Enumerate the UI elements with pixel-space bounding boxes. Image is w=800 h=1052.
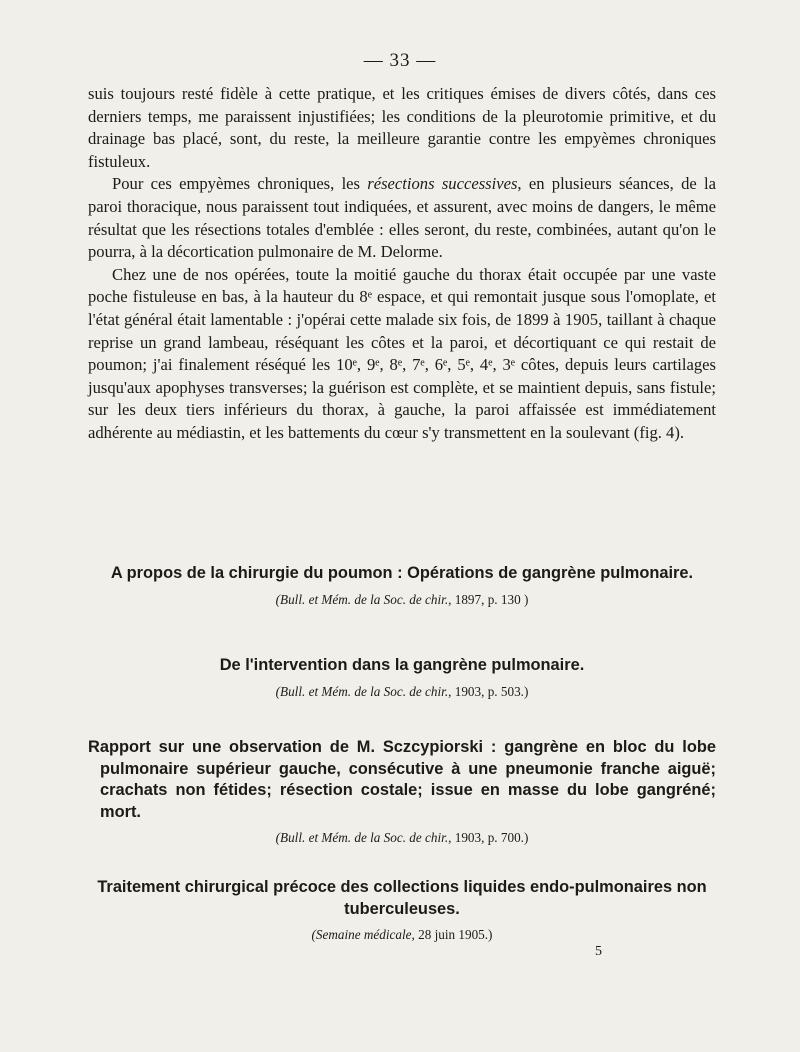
page-number: — 33 — (363, 50, 437, 71)
paragraph-text: suis toujours resté fidèle à cette pratique, et les critiques émises de divers côtés, dans ces derniers temps, me paraissent injustifiées; les conditions de la pleurotomie primitive, et du drainage bas placé, sont, du reste, la meilleure garantie contre les empyèmes chroniques fistuleux. (88, 84, 716, 171)
reference-details: 28 juin 1905.) (414, 927, 493, 942)
paragraph (88, 264, 716, 445)
entry-reference (88, 684, 716, 700)
reference-journal: (Bull. et Mém. de la Soc. de chir. (275, 683, 449, 699)
entry-title: A propos de la chirurgie du poumon : Opérations de gangrène pulmonaire. (110, 564, 694, 582)
paragraph-text: Pour ces empyèmes chroniques, les (112, 174, 368, 194)
signature-mark: 5 (595, 944, 602, 959)
paragraph (88, 83, 716, 173)
bibliography-entry (88, 877, 716, 943)
body-text (88, 83, 716, 445)
paragraph (88, 173, 716, 263)
paragraph-emphasis: résections successives (367, 174, 518, 194)
reference-journal: (Bull. et Mém. de la Soc. de chir. (275, 591, 449, 607)
paragraph-text: , en plusieurs séances, de la paroi thoracique, nous paraissent tout indiquées, et assurent, avec moins de dangers, le même résultat que les résections totales d'emblée : elles seront, du reste, combinées, autant qu'on le pourra, à la décortication pulmonaire de M. Delorme. (88, 174, 716, 262)
entry-title: Rapport sur une observation de M. Sczcypiorski : gangrène en bloc du lobe pulmonaire supérieur gauche, consécutive à une pneumonie franche aiguë; crachats non fétides; résection costale; issue en masse du lobe gangréné; mort. (88, 738, 716, 821)
entry-title: De l'intervention dans la gangrène pulmonaire. (219, 656, 585, 674)
bibliography-entry (88, 655, 716, 700)
entry-reference (88, 592, 716, 608)
reference-details: , 1897, p. 130 ) (448, 591, 529, 607)
reference-journal: (Semaine médicale, (311, 927, 415, 942)
entry-reference (88, 927, 716, 943)
reference-journal: (Bull. et Mém. de la Soc. de chir. (275, 830, 449, 845)
entry-title: Traitement chirurgical précoce des collections liquides endo-pulmonaires non tuberculeuses. (97, 878, 707, 918)
bibliography-entry (88, 737, 716, 846)
reference-details: , 1903, p. 700.) (448, 830, 529, 845)
entry-reference (88, 830, 716, 846)
paragraph-text: Chez une de nos opérées, toute la moitié gauche du thorax était occupée par une vaste poche fistuleuse en bas, à la hauteur du 8ᵉ espace, et qui remontait jusque sous l'omoplate, et l'état général était lamentable : j'opérai cette malade six fois, de 1899 à 1905, taillant à chaque reprise un grand lambeau, réséquant les côtes et la paroi, et décortiquant ce qui restait de poumon; j'ai finalement réséqué les 10ᵉ, 9ᵉ, 8ᵉ, 7ᵉ, 6ᵉ, 5ᵉ, 4ᵉ, 3ᵉ côtes, depuis leurs cartilages jusqu'aux apophyses transverses; la guérison est complète, et se maintient depuis, sans fistule; sur les deux tiers inférieurs du thorax, à gauche, la paroi affaissée est immédiatement adhérente au médiastin, et les battements du cœur s'y transmettent en la soulevant (fig. 4). (88, 264, 716, 442)
reference-details: , 1903, p. 503.) (448, 683, 529, 699)
bibliography-entry (88, 563, 716, 608)
